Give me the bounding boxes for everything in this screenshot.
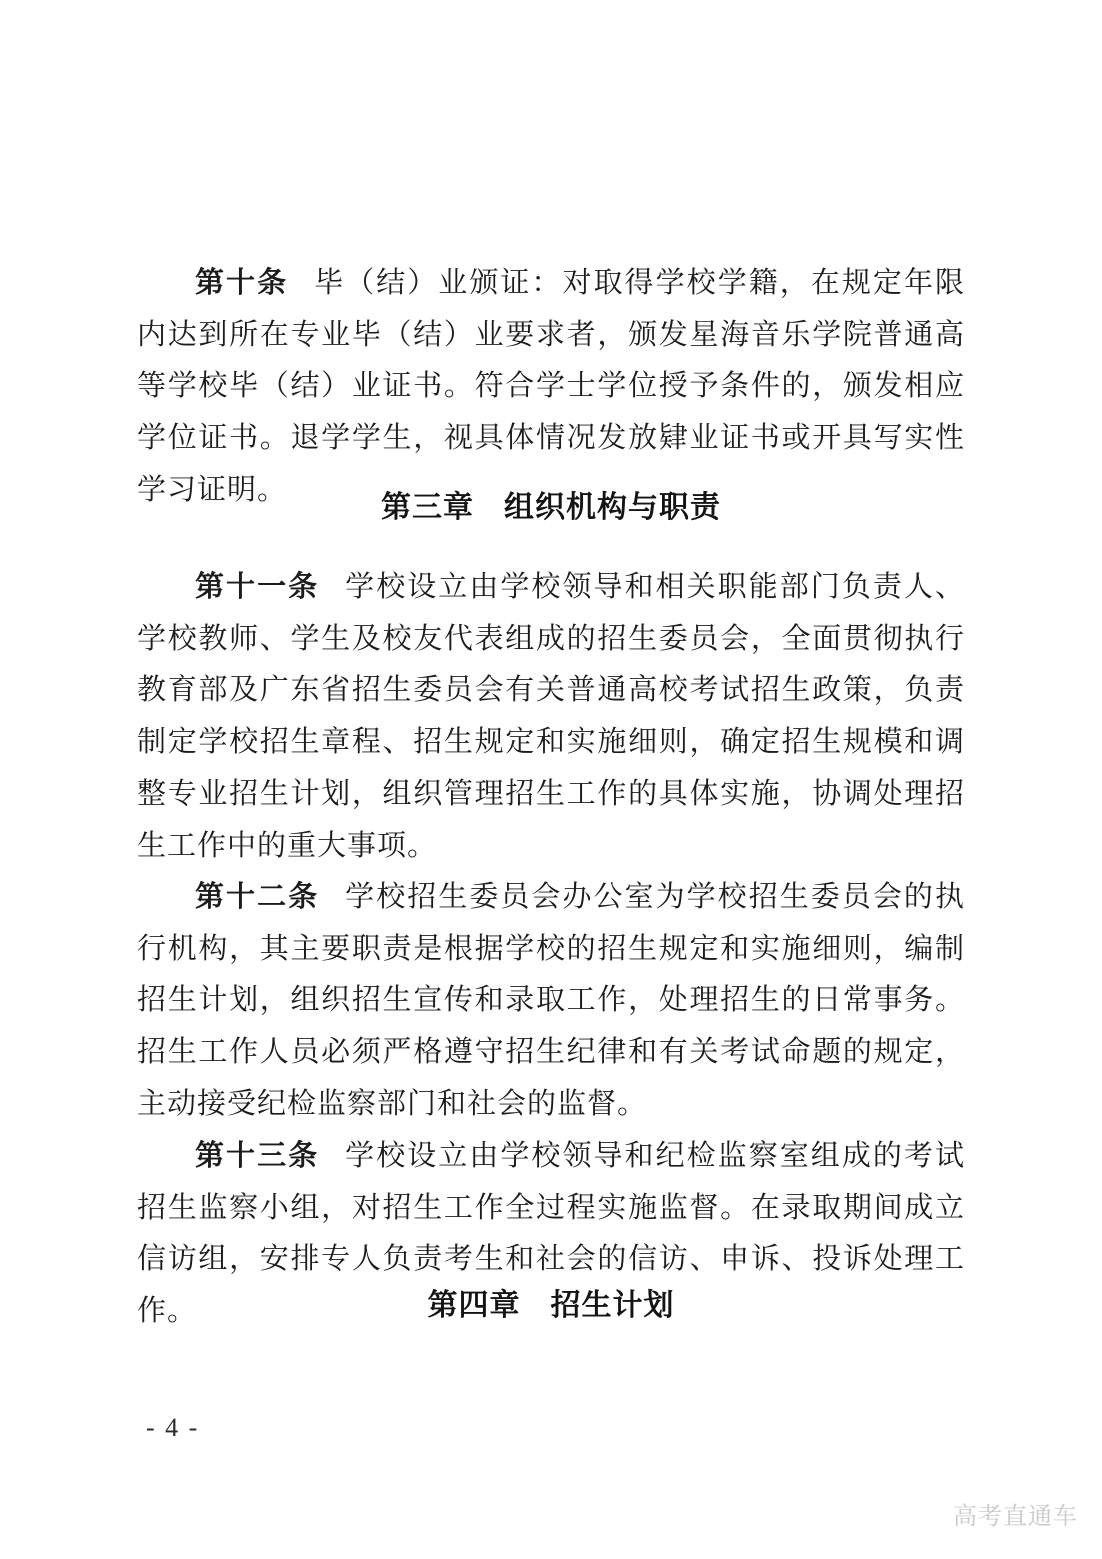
article-11-number: 第十一条	[195, 571, 320, 603]
chapter-4-heading	[137, 1289, 965, 1323]
article-13-text: 学校设立由学校领导和纪检监察室组成的考试招生监察小组，对招生工作全过程实施监督。在录取期间成立信访组，安排专人负责考生和社会的信访、申诉、投诉处理工作。	[137, 1140, 965, 1328]
watermark-text: 高考直通车	[953, 1503, 1078, 1530]
chapter-4-number: 第四章	[427, 1289, 521, 1322]
article-10-paragraph	[137, 258, 965, 517]
article-10-number: 第十条	[195, 267, 289, 299]
chapter-3-heading	[137, 491, 965, 525]
article-12-number: 第十二条	[195, 881, 320, 913]
article-12-paragraph	[137, 872, 965, 1131]
chapter-4-title: 招生计划	[550, 1289, 675, 1322]
article-11-text: 学校设立由学校领导和相关职能部门负责人、学校教师、学生及校友代表组成的招生委员会，全面贯彻执行教育部及广东省招生委员会有关普通高校考试招生政策，负责制定学校招生章程、招生规定和实施细则，确定招生规模和调整专业招生计划，组织管理招生工作的具体实施，协调处理招生工作中的重大事项。	[137, 571, 965, 862]
article-13-number: 第十三条	[195, 1140, 320, 1172]
article-10-text: 毕（结）业颁证：对取得学校学籍，在规定年限内达到所在专业毕（结）业要求者，颁发星海音乐学院普通高等学校毕（结）业证书。符合学士学位授予条件的，颁发相应学位证书。退学学生，视具体情况发放肄业证书或开具写实性学习证明。	[137, 267, 965, 506]
chapter-3-number: 第三章	[381, 491, 474, 524]
article-11-paragraph	[137, 562, 965, 872]
chapter-3-title: 组织机构与职责	[504, 491, 721, 524]
page-number: - 4 -	[146, 1413, 200, 1442]
article-12-text: 学校招生委员会办公室为学校招生委员会的执行机构，其主要职责是根据学校的招生规定和实施细则，编制招生计划，组织招生宣传和录取工作，处理招生的日常事务。招生工作人员必须严格遵守招生纪律和有关考试命题的规定，主动接受纪检监察部门和社会的监督。	[137, 881, 965, 1120]
